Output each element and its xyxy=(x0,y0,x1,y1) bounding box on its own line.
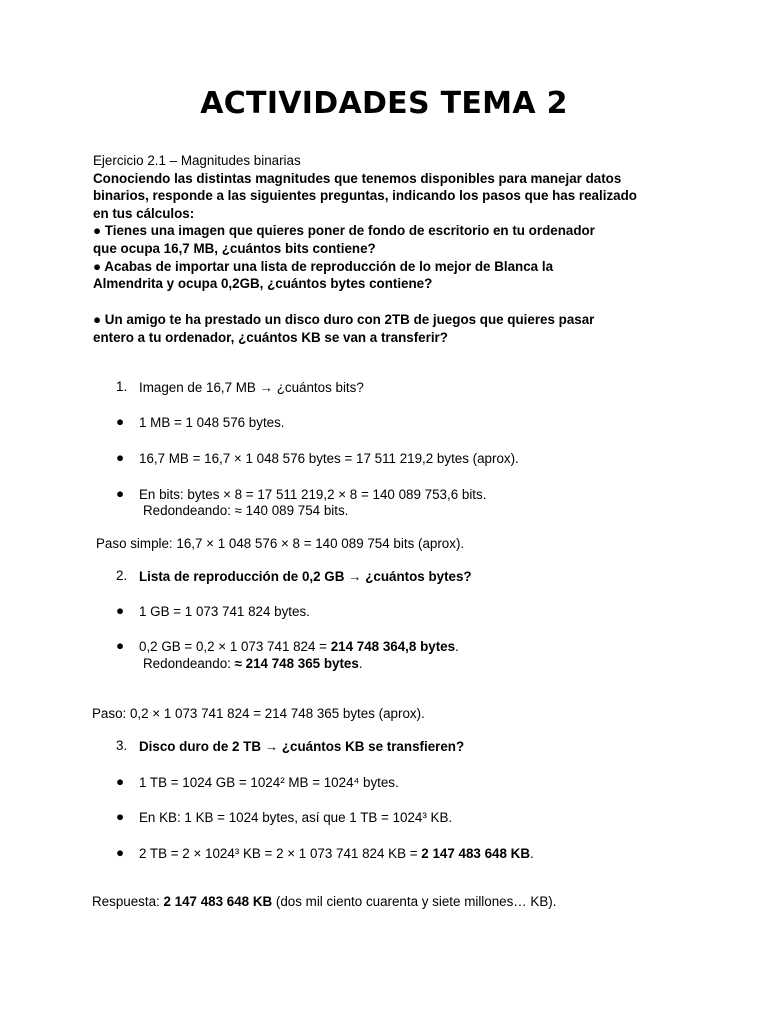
answer-2-cont-text: Redondeando: xyxy=(143,656,235,671)
bullet-icon: ● xyxy=(116,845,125,860)
answer-3-bullet: En KB: 1 KB = 1024 bytes, así que 1 TB = 1024³ KB. xyxy=(139,810,453,825)
exercise-question-3 xyxy=(93,311,693,346)
exercise-heading: Ejercicio 2.1 – Magnitudes binarias xyxy=(93,153,301,168)
list-number: 2. xyxy=(116,568,128,583)
list-number: 3. xyxy=(116,738,128,753)
answer-3-bullet xyxy=(139,845,534,862)
answer-3-bullet-suffix: . xyxy=(530,846,534,861)
question-line: ● Acabas de importar una lista de reproducción de lo mejor de Blanca la xyxy=(93,258,554,274)
answer-2-step: Paso: 0,2 × 1 073 741 824 = 214 748 365 bytes (aprox). xyxy=(92,706,425,721)
answer-3-bold-value: 2 147 483 648 KB xyxy=(421,846,530,861)
final-answer xyxy=(92,894,556,909)
intro-line: binarios, responde a las siguientes preguntas, indicando los pasos que has realizado xyxy=(93,188,637,204)
answer-2-cont-suffix: . xyxy=(358,656,363,671)
answer-1-heading: Imagen de 16,7 MB → ¿cuántos bits? xyxy=(139,380,364,395)
question-line: ● Un amigo te ha prestado un disco duro con 2TB de juegos que quieres pasar xyxy=(93,312,595,327)
answer-1-bullet-continuation: Redondeando: ≈ 140 089 754 bits. xyxy=(143,503,349,518)
answer-1-step: Paso simple: 16,7 × 1 048 576 × 8 = 140 089 754 bits (aprox). xyxy=(96,536,465,551)
bullet-icon: ● xyxy=(116,603,125,618)
question-line: ● Tienes una imagen que quieres poner de fondo de escritorio en tu ordenador xyxy=(93,223,595,239)
bullet-icon: ● xyxy=(116,486,125,501)
intro-line: Conociendo las distintas magnitudes que tenemos disponibles para manejar datos xyxy=(93,170,622,186)
list-number: 1. xyxy=(116,379,128,394)
answer-2-bullet xyxy=(139,638,459,655)
answer-2-heading: Lista de reproducción de 0,2 GB → ¿cuántos bytes? xyxy=(139,569,472,584)
question-line: que ocupa 16,7 MB, ¿cuántos bits contiene? xyxy=(93,240,376,256)
answer-1-bullet: En bits: bytes × 8 = 17 511 219,2 × 8 = 140 089 753,6 bits. xyxy=(139,487,487,502)
answer-3-heading: Disco duro de 2 TB → ¿cuántos KB se transfieren? xyxy=(139,739,465,754)
final-answer-value: 2 147 483 648 KB xyxy=(163,894,273,909)
bullet-icon: ● xyxy=(116,809,125,824)
answer-2-bullet: 1 GB = 1 073 741 824 bytes. xyxy=(139,604,310,619)
answer-1-bullet: 1 MB = 1 048 576 bytes. xyxy=(139,415,285,430)
answer-2-bullet-continuation xyxy=(143,656,363,671)
answer-1-bullet: 16,7 MB = 16,7 × 1 048 576 bytes = 17 511 219,2 bytes (aprox). xyxy=(139,451,519,466)
final-answer-note: (dos mil ciento cuarenta y siete millones… KB). xyxy=(272,894,557,909)
answer-2-cont-bold: ≈ 214 748 365 bytes xyxy=(234,656,359,671)
exercise-statement xyxy=(93,152,693,293)
bullet-icon: ● xyxy=(116,638,125,653)
answer-3-bullet: 1 TB = 1024 GB = 1024² MB = 1024⁴ bytes. xyxy=(139,775,399,790)
answer-2-bold-value: 214 748 364,8 bytes xyxy=(330,639,456,654)
question-line: Almendrita y ocupa 0,2GB, ¿cuántos bytes contiene? xyxy=(93,276,433,292)
answer-2-bullet-text: 0,2 GB = 0,2 × 1 073 741 824 = xyxy=(139,639,331,654)
answer-2-bullet-suffix: . xyxy=(455,639,459,654)
bullet-icon: ● xyxy=(116,450,125,465)
question-line: entero a tu ordenador, ¿cuántos KB se van a transferir? xyxy=(93,329,448,345)
page-title: ACTIVIDADES TEMA 2 xyxy=(200,86,568,121)
answer-3-bullet-text: 2 TB = 2 × 1024³ KB = 2 × 1 073 741 824 KB = xyxy=(139,846,422,861)
intro-line: en tus cálculos: xyxy=(93,205,195,221)
bullet-icon: ● xyxy=(116,774,125,789)
final-answer-label: Respuesta: xyxy=(92,894,164,909)
bullet-icon: ● xyxy=(116,414,125,429)
